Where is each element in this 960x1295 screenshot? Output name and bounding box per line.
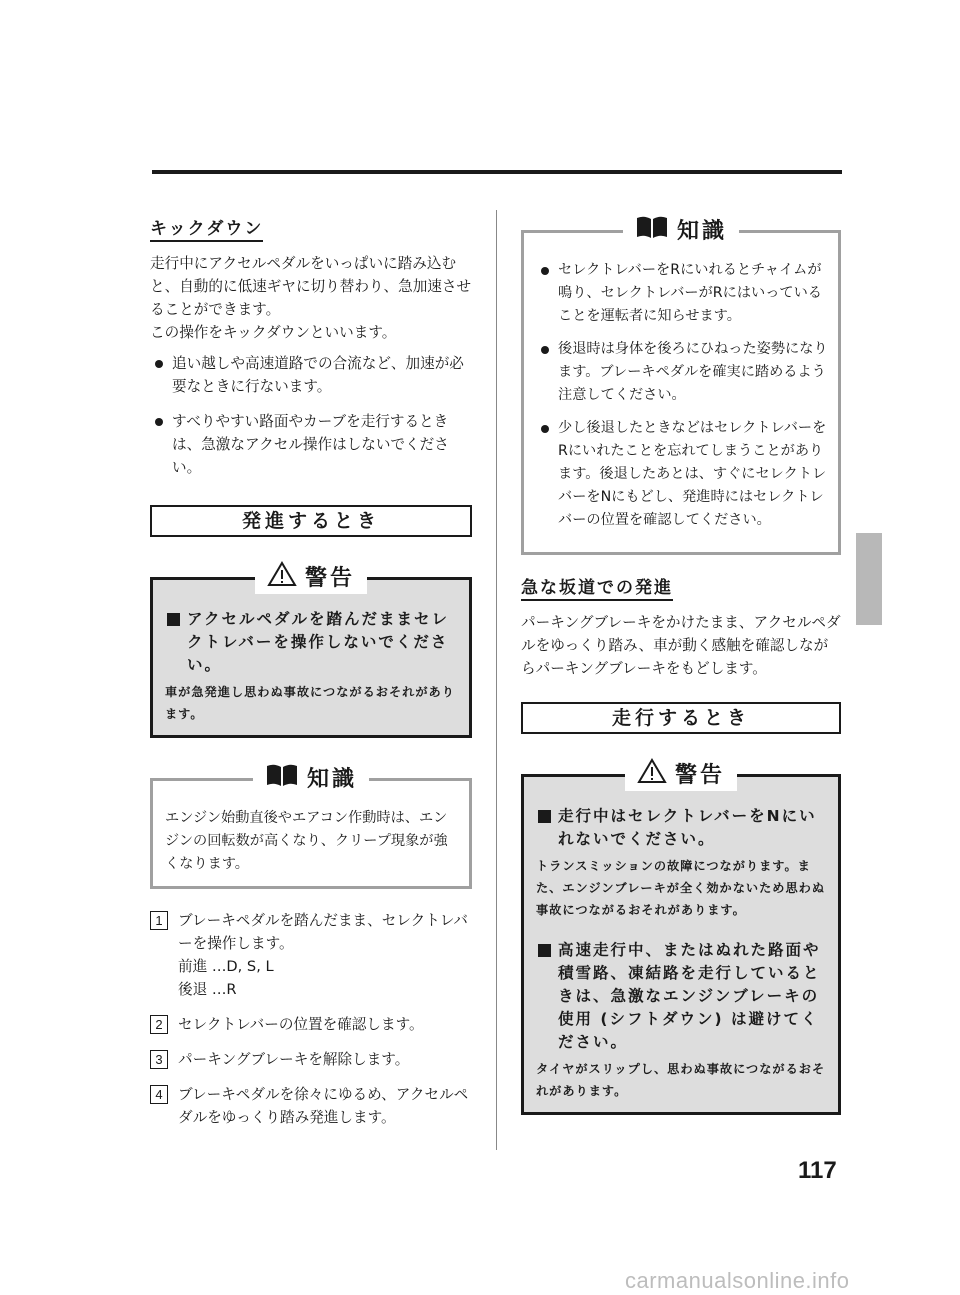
slope-heading: 急な坂道での発進 [521, 573, 673, 601]
kickdown-heading: キックダウン [150, 214, 263, 242]
knowledge-label-text: 知識 [676, 218, 728, 244]
watermark: carmanualsonline.info [625, 1268, 850, 1293]
warning-triangle-icon [637, 758, 667, 788]
bullet-item: 後退時は身体を後ろにひねった姿勢になります。ブレーキペダルを確実に踏めるよう注意してください。 [536, 338, 828, 407]
step-number: 3 [150, 1050, 168, 1069]
warning-box-driving [521, 762, 841, 1115]
warning-body: トランスミッションの故障につながります。また、エンジンブレーキが全く効かないため思わぬ事故につながるおそれがあります。 [536, 859, 826, 917]
step-item [150, 909, 472, 1001]
step-text: セレクトレバーの位置を確認します。 [178, 1016, 424, 1033]
knowledge-label [253, 759, 369, 795]
step-text: ブレーキペダルを踏んだまま、セレクトレバーを操作します。 [178, 912, 468, 952]
warning-body: タイヤがスリップし、思わぬ事故につながるおそれがあります。 [536, 1062, 826, 1098]
bullet-item: 少し後退したときなどはセレクトレバーをRにいれたことを忘れてしまうことがあります。後退したあとは、すぐにセレクトレバーをNにもどし、発進時にはセレクトレバーの位置を確認してください。 [536, 417, 828, 532]
warning-title: アクセルペダルを踏んだままセレクトレバーを操作しないでください。 [165, 608, 459, 677]
step-sub-reverse: 後退 …R [178, 981, 237, 998]
top-rule [152, 170, 842, 174]
column-divider [496, 210, 497, 1150]
slope-paragraph: パーキングブレーキをかけたまま、アクセルペダルをゆっくり踏み、車が動く感触を確認しながらパーキングブレーキをもどします。 [521, 614, 841, 677]
warning-triangle-icon [267, 561, 297, 591]
knowledge-bullets [536, 259, 828, 532]
warning-label [625, 755, 737, 791]
step-item [150, 1048, 472, 1071]
bullet-item: すべりやすい路面やカーブを走行するときは、急激なアクセル操作はしないでください。 [150, 410, 472, 479]
warning-title: 高速走行中、またはぬれた路面や積雪路、凍結路を走行しているときは、急激なエンジンブレーキの使用 (シフトダウン) は避けてください。 [536, 939, 828, 1054]
section-title-start: 発進するとき [150, 505, 472, 537]
kickdown-paragraph-2: この操作をキックダウンといいます。 [150, 324, 397, 341]
warning-box-start [150, 565, 472, 738]
step-number: 2 [150, 1015, 168, 1034]
warning-label [255, 558, 367, 594]
bullet-item: セレクトレバーをRにいれるとチャイムが鳴り、セレクトレバーがRにはいっていることを運転者に知らせます。 [536, 259, 828, 328]
step-sub-forward: 前進 …D, S, L [178, 958, 274, 975]
section-title-driving: 走行するとき [521, 702, 841, 734]
knowledge-label [623, 211, 739, 247]
open-book-icon [265, 763, 299, 791]
kickdown-paragraph: 走行中にアクセルペダルをいっぱいに踏み込むと、自動的に低速ギヤに切り替わり、急加速させることができます。 [150, 255, 472, 318]
bullet-item: 追い越しや高速道路での合流など、加速が必要なときに行ないます。 [150, 352, 472, 398]
right-column [521, 210, 841, 1115]
page-number: 117 [798, 1157, 837, 1184]
knowledge-box-start [150, 766, 472, 889]
step-item [150, 1013, 472, 1036]
start-steps [150, 909, 472, 1129]
open-book-icon [635, 215, 669, 243]
warning-label-text: 警告 [304, 565, 356, 591]
warning-label-text: 警告 [674, 762, 726, 788]
step-text: パーキングブレーキを解除します。 [178, 1051, 410, 1068]
step-item [150, 1083, 472, 1129]
kickdown-bullets [150, 352, 472, 479]
knowledge-label-text: 知識 [306, 766, 358, 792]
warning-title: 走行中はセレクトレバーをNにいれないでください。 [536, 805, 828, 851]
section-side-tab [856, 533, 882, 625]
step-number: 4 [150, 1085, 168, 1104]
knowledge-box-reverse [521, 218, 841, 555]
knowledge-text: エンジン始動直後やエアコン作動時は、エンジンの回転数が高くなり、クリープ現象が強くなります。 [165, 810, 448, 872]
warning-body: 車が急発進し思わぬ事故につながるおそれがあります。 [165, 685, 455, 721]
step-text: ブレーキペダルを徐々にゆるめ、アクセルペダルをゆっくり踏み発進します。 [178, 1086, 469, 1126]
left-column [150, 210, 472, 1141]
step-number: 1 [150, 911, 168, 930]
